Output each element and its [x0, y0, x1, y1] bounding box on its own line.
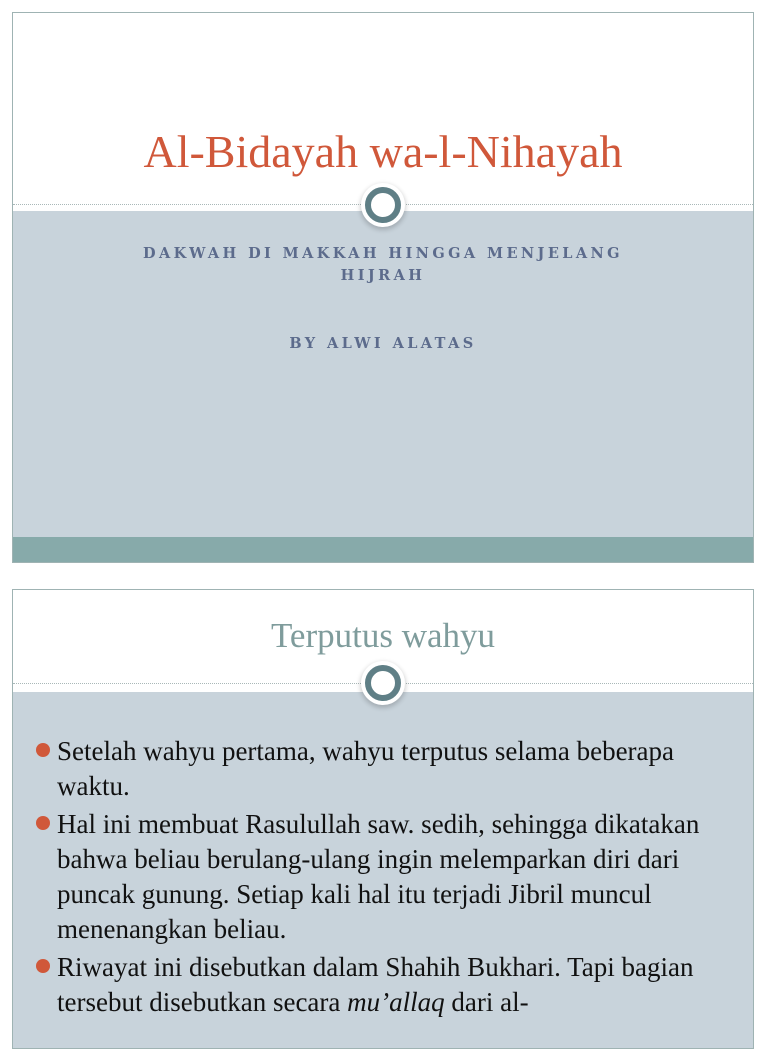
- slide-title: Terputus wahyu: [270, 616, 496, 655]
- bullet-dot-icon: [36, 743, 50, 757]
- divider-circle-ornament: [365, 187, 401, 223]
- bullet-text: Hal ini membuat Rasulullah saw. sedih, sehingga dikatakan bahwa beliau berulang-ulang ingin melemparkan diri dari puncak gunung. Setiap kali hal itu terjadi Jibril muncul menenangkan beliau.: [57, 809, 700, 944]
- bullet-text: Riwayat ini disebutkan dalam Shahih Bukhari. Tapi bagian tersebut disebutkan secara: [57, 952, 694, 1017]
- bullet-text: Setelah wahyu pertama, wahyu terputus selama beberapa waktu.: [57, 736, 675, 801]
- slide-title: Al-Bidayah wa-l-Nihayah: [143, 126, 623, 177]
- bullet-text-italic: mu’allaq: [347, 987, 445, 1017]
- slide-header-area: [13, 13, 753, 209]
- title-slide: [12, 12, 754, 563]
- slide-author: BY ALWI ALATAS: [289, 335, 477, 352]
- list-item: [33, 807, 735, 947]
- bullet-text: dari al-: [444, 987, 529, 1017]
- bullet-dot-icon: [36, 816, 50, 830]
- list-item: [33, 950, 735, 1020]
- list-item: [33, 734, 735, 804]
- bullet-list: [33, 734, 735, 1023]
- content-slide: [12, 589, 754, 1049]
- footer-bar: [13, 537, 753, 563]
- bullet-dot-icon: [36, 959, 50, 973]
- divider-circle-ornament: [365, 665, 401, 701]
- slide-subtitle: DAKWAH DI MAKKAH HINGGA MENJELANG HIJRAH: [143, 245, 623, 284]
